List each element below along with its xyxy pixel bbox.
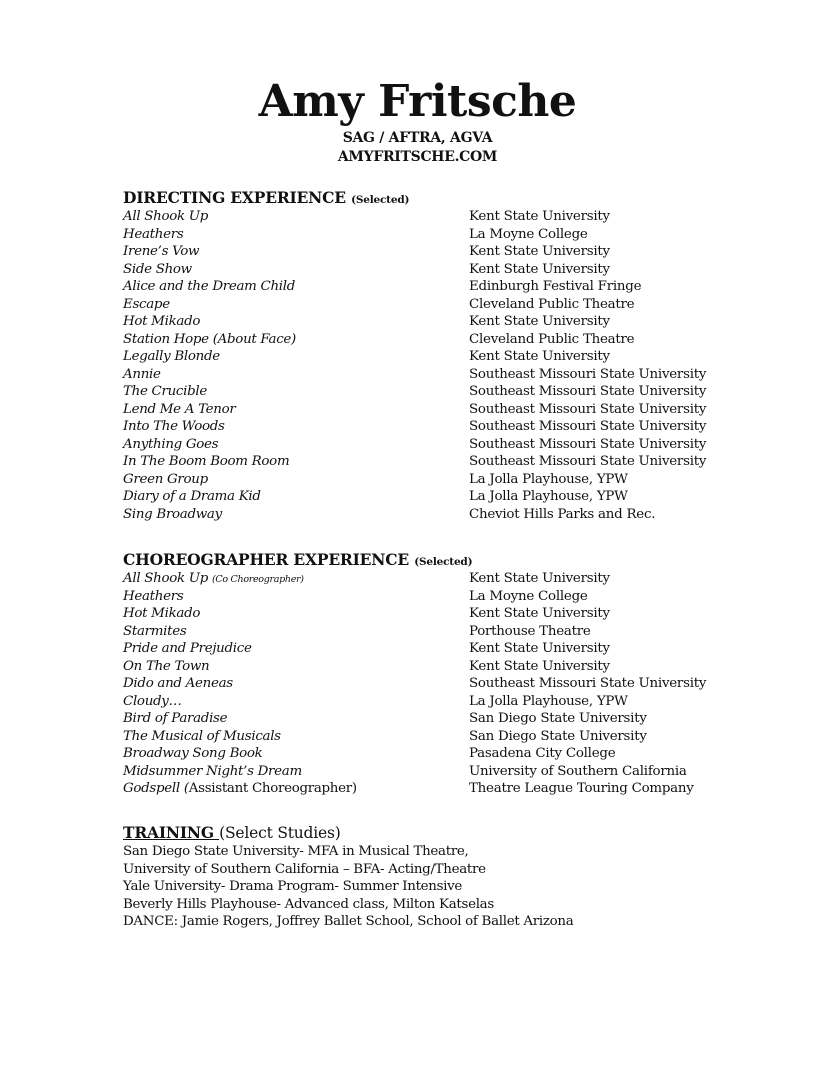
venue: Kent State University — [469, 261, 610, 277]
production-title-text: Heathers — [123, 226, 184, 242]
list-item — [123, 436, 763, 454]
production-title — [123, 226, 183, 244]
choreographer-section — [123, 550, 763, 798]
production-title — [123, 488, 261, 506]
venue: Kent State University — [469, 314, 610, 329]
list-item — [123, 588, 763, 606]
training-item: Beverly Hills Playhouse- Advanced class, Milton Katselas — [123, 896, 494, 912]
production-title-text: Into The Woods — [123, 419, 225, 434]
venue: La Jolla Playhouse, YPW — [469, 489, 628, 504]
production-title — [123, 693, 182, 711]
production-title-text: Annie — [123, 366, 161, 382]
production-title — [123, 313, 200, 331]
list-item — [123, 453, 763, 471]
training-list — [123, 843, 763, 931]
venue: Southeast Missouri State University — [469, 401, 707, 417]
list-item — [123, 605, 763, 623]
production-title — [123, 640, 252, 658]
production-title-text: All Shook Up — [123, 571, 209, 586]
list-item — [123, 261, 763, 279]
list-item — [123, 623, 763, 641]
venue: Kent State University — [469, 349, 610, 364]
venue: University of Southern California — [469, 763, 687, 779]
venue: Kent State University — [469, 209, 610, 224]
training-item: Yale University- Drama Program- Summer Intensive — [123, 879, 463, 894]
production-title-text: All Shook Up — [123, 209, 209, 224]
production-title — [123, 436, 218, 454]
list-item — [123, 366, 763, 384]
list-item — [123, 693, 763, 711]
training-item: University of Southern California – BFA- Acting/Theatre — [123, 861, 486, 877]
production-title — [123, 278, 295, 296]
venue: San Diego State University — [469, 711, 647, 726]
list-item — [123, 488, 763, 506]
directing-heading-text: DIRECTING EXPERIENCE — [123, 188, 346, 207]
choreographer-heading — [123, 550, 763, 570]
production-title-text: Escape — [123, 296, 170, 312]
list-item — [123, 658, 763, 676]
list-item — [123, 763, 763, 781]
production-title-text: The Musical of Musicals — [123, 728, 281, 744]
list-item — [123, 780, 763, 798]
production-title-text: Side Show — [123, 261, 192, 277]
production-title-text: Green Group — [123, 471, 208, 487]
production-title-text: Dido and Aeneas — [123, 676, 233, 691]
production-title — [123, 658, 209, 676]
production-title — [123, 331, 296, 349]
production-title — [123, 506, 222, 524]
list-item — [123, 640, 763, 658]
production-title — [123, 348, 220, 366]
production-title-text: The Crucible — [123, 384, 207, 399]
production-title — [123, 243, 199, 261]
venue: Southeast Missouri State University — [469, 436, 707, 452]
list-item — [123, 313, 763, 331]
list-item — [123, 401, 763, 419]
production-title — [123, 471, 208, 489]
training-heading — [123, 823, 763, 843]
production-title-text: On The Town — [123, 658, 210, 674]
production-title-text: Heathers — [123, 588, 184, 604]
production-title — [123, 453, 289, 471]
venue: La Moyne College — [469, 588, 588, 604]
list-item — [123, 745, 763, 763]
training-item: San Diego State University- MFA in Musical Theatre, — [123, 844, 469, 859]
production-title — [123, 208, 208, 226]
production-title-text: Sing Broadway — [123, 506, 222, 522]
venue: Theatre League Touring Company — [469, 781, 694, 796]
website-line: AMYFRITSCHE.COM — [337, 149, 498, 165]
production-title-text: Midsummer Night’s Dream — [123, 763, 302, 779]
production-title — [123, 675, 233, 693]
venue: Porthouse Theatre — [469, 623, 591, 639]
venue: Kent State University — [469, 641, 610, 656]
training-heading-text: TRAINING — [123, 823, 220, 842]
production-title-text: Anything Goes — [123, 436, 219, 452]
list-item — [123, 570, 763, 588]
production-title — [123, 366, 161, 384]
list-item — [123, 208, 763, 226]
training-section — [123, 823, 763, 931]
directing-heading — [123, 188, 763, 208]
venue: La Jolla Playhouse, YPW — [469, 693, 628, 709]
list-item — [123, 243, 763, 261]
role-note: Assistant Choreographer) — [188, 781, 357, 796]
production-title-text: Cloudy… — [123, 693, 182, 709]
production-title — [123, 570, 304, 589]
production-title-text: In The Boom Boom Room — [123, 454, 290, 469]
list-item — [123, 331, 763, 349]
venue: Kent State University — [469, 244, 610, 259]
venue: Southeast Missouri State University — [469, 676, 707, 691]
production-title — [123, 588, 183, 606]
production-title-text: Diary of a Drama Kid — [123, 489, 261, 504]
list-item — [123, 506, 763, 524]
production-title-text: Starmites — [123, 623, 187, 639]
training-heading-note: (Select Studies) — [219, 824, 341, 842]
list-item — [123, 296, 763, 314]
list-item — [123, 418, 763, 436]
production-title-text: Station Hope (About Face) — [123, 331, 296, 347]
production-title-text: Bird of Paradise — [123, 711, 228, 726]
venue: La Jolla Playhouse, YPW — [469, 471, 628, 487]
directing-list — [123, 208, 763, 523]
production-title — [123, 745, 263, 763]
venue: Cleveland Public Theatre — [469, 331, 635, 347]
venue: Kent State University — [469, 571, 610, 586]
venue: Southeast Missouri State University — [469, 419, 707, 434]
venue: Cleveland Public Theatre — [469, 296, 635, 312]
list-item — [123, 383, 763, 401]
production-title-text: Lend Me A Tenor — [123, 401, 236, 417]
production-title-text: Alice and the Dream Child — [123, 279, 296, 294]
production-title — [123, 605, 200, 623]
production-title-text: Irene’s Vow — [123, 244, 200, 259]
production-title — [123, 728, 281, 746]
production-title-text: Broadway Song Book — [123, 746, 263, 761]
production-title-text: Hot Mikado — [123, 606, 201, 621]
venue: San Diego State University — [469, 728, 647, 744]
production-title-text: Legally Blonde — [123, 349, 220, 364]
list-item — [123, 728, 763, 746]
venue: Edinburgh Festival Fringe — [469, 279, 642, 294]
choreographer-heading-note: (Selected) — [414, 556, 473, 568]
list-item — [123, 710, 763, 728]
production-title — [123, 623, 186, 641]
role-note: (Co Choreographer) — [212, 574, 304, 585]
choreographer-list — [123, 570, 763, 798]
venue: Kent State University — [469, 658, 610, 674]
production-title-text: Pride and Prejudice — [123, 641, 252, 656]
directing-section — [123, 188, 763, 523]
production-title — [123, 763, 302, 781]
list-item — [123, 675, 763, 693]
production-title — [123, 710, 227, 728]
name-heading: Amy Fritsche — [258, 76, 577, 127]
list-item — [123, 226, 763, 244]
list-item — [123, 348, 763, 366]
venue: Southeast Missouri State University — [469, 384, 707, 399]
production-title-text: Hot Mikado — [123, 314, 201, 329]
production-title — [123, 296, 170, 314]
production-title — [123, 261, 192, 279]
unions-line: SAG / AFTRA, AGVA — [342, 130, 493, 146]
venue: Southeast Missouri State University — [469, 366, 707, 382]
venue: La Moyne College — [469, 226, 588, 242]
list-item — [123, 278, 763, 296]
training-item: DANCE: Jamie Rogers, Joffrey Ballet School, School of Ballet Arizona — [123, 914, 574, 929]
venue: Pasadena City College — [469, 746, 616, 761]
venue: Southeast Missouri State University — [469, 454, 707, 469]
production-title — [123, 780, 357, 798]
production-title-text: Godspell ( — [123, 781, 189, 796]
venue: Cheviot Hills Parks and Rec. — [469, 506, 656, 522]
production-title — [123, 383, 207, 401]
venue: Kent State University — [469, 606, 610, 621]
production-title — [123, 401, 236, 419]
production-title — [123, 418, 225, 436]
choreographer-heading-text: CHOREOGRAPHER EXPERIENCE — [123, 550, 409, 569]
list-item — [123, 471, 763, 489]
directing-heading-note: (Selected) — [351, 194, 410, 206]
